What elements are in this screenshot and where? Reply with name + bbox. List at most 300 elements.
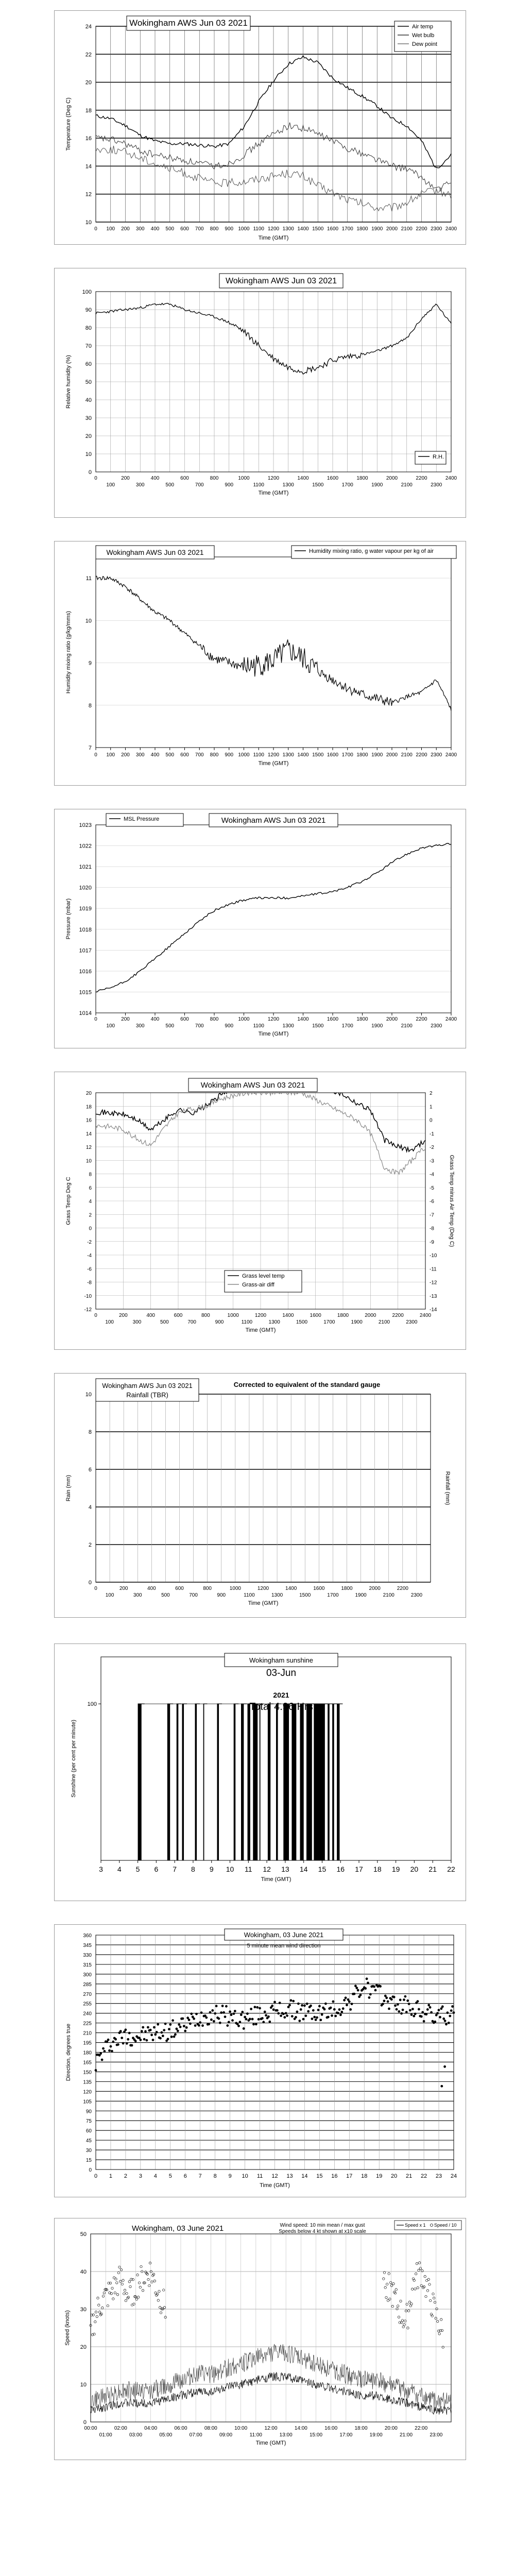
direction-point <box>220 2011 222 2014</box>
x-tick-label: 1500 <box>312 752 324 758</box>
low-speed-point <box>437 2320 439 2323</box>
y-tick-label: 360 <box>83 1933 92 1939</box>
x-tick-label: 1100 <box>253 482 265 488</box>
direction-point <box>368 1996 371 1999</box>
x-tick-label: 700 <box>195 752 204 758</box>
x-tick-label: 400 <box>150 226 160 232</box>
direction-point <box>440 2085 443 2088</box>
direction-point <box>208 2023 210 2026</box>
y-tick-label: 30 <box>80 2307 87 2313</box>
x-tick-label: 1400 <box>282 1313 294 1318</box>
x-tick-label: 1600 <box>310 1313 321 1318</box>
x-tick-label: 5 <box>168 2173 172 2179</box>
sunshine-bar <box>167 1704 170 1860</box>
low-speed-point <box>98 2304 100 2306</box>
x-tick-label: 20:00 <box>384 2426 398 2431</box>
x-tick-label: 7 <box>198 2173 202 2179</box>
x-tick-label: 1100 <box>241 1319 253 1325</box>
x-tick-label: 2100 <box>401 752 413 758</box>
direction-point <box>420 2015 423 2018</box>
direction-point <box>167 2038 169 2040</box>
x-tick-label: 21 <box>428 1865 437 1873</box>
y-tick-label: 0 <box>88 1580 92 1586</box>
y-right-tick-label: -2 <box>430 1145 434 1150</box>
direction-point <box>252 2023 255 2026</box>
x-tick-label: 1600 <box>327 1016 339 1022</box>
direction-point <box>388 2008 390 2010</box>
rainfall-chart <box>54 1373 466 1618</box>
direction-point <box>441 2005 444 2008</box>
x-tick-label: 2000 <box>369 1586 381 1591</box>
direction-point <box>295 2016 297 2019</box>
y-tick-label: -2 <box>87 1239 92 1245</box>
direction-point <box>112 2041 114 2043</box>
low-speed-point <box>401 2319 403 2321</box>
direction-point <box>226 2024 229 2027</box>
y-tick-label: 180 <box>83 2050 92 2056</box>
y-tick-label: 1022 <box>79 843 92 850</box>
x-tick-label: 1 <box>109 2173 113 2179</box>
low-speed-point <box>408 2310 410 2312</box>
x-tick-label: 2200 <box>416 226 427 232</box>
mixing-ratio-svg <box>55 541 466 785</box>
direction-point <box>240 2013 243 2016</box>
direction-point <box>237 2025 240 2027</box>
date-label: 03-Jun <box>266 1668 297 1679</box>
x-tick-label: 2200 <box>416 752 427 758</box>
x-tick-label: 20 <box>391 2173 398 2179</box>
x-tick-label: 1200 <box>267 226 280 232</box>
low-speed-point <box>440 2318 442 2320</box>
x-tick-label: 12 <box>263 1865 271 1873</box>
direction-point <box>418 2008 420 2011</box>
legend-label: Grass-air diff <box>242 1282 274 1288</box>
x-axis-label: Time (GMT) <box>258 235 289 241</box>
y-tick-label: 12 <box>85 191 92 198</box>
direction-point <box>425 2013 428 2015</box>
direction-point <box>448 2022 450 2024</box>
y-tick-label: 2 <box>89 1212 92 1218</box>
sunshine-bar <box>241 1704 244 1860</box>
low-speed-point <box>97 2297 99 2299</box>
x-tick-label: 700 <box>195 226 204 232</box>
direction-point <box>156 2031 158 2033</box>
low-speed-point <box>416 2263 418 2265</box>
wind-direction-svg <box>55 1925 466 2197</box>
direction-point <box>233 2012 235 2015</box>
direction-point <box>438 2009 440 2011</box>
x-tick-label: 1600 <box>327 476 339 481</box>
sunshine-bar <box>291 1704 296 1860</box>
x-tick-label: 11 <box>256 2173 263 2179</box>
x-axis-label: Time (GMT) <box>245 1327 276 1333</box>
sunshine-bar <box>234 1704 236 1860</box>
direction-point <box>122 2042 125 2045</box>
x-tick-label: 4 <box>117 1865 122 1873</box>
sunshine-bar <box>248 1704 250 1860</box>
y-tick-label: 330 <box>83 1952 92 1958</box>
x-tick-label: 1300 <box>271 1592 283 1598</box>
low-speed-point <box>139 2286 141 2288</box>
direction-point <box>311 2018 314 2020</box>
direction-point <box>230 2013 233 2016</box>
wind-speed-svg <box>55 2218 466 2460</box>
x-tick-label: 04:00 <box>144 2426 158 2431</box>
direction-point <box>304 2014 307 2017</box>
low-speed-point <box>395 2289 397 2291</box>
direction-point <box>254 2006 256 2008</box>
direction-point <box>154 2033 157 2036</box>
x-tick-label: 23 <box>435 2173 442 2179</box>
y-tick-label: 8 <box>88 1429 92 1435</box>
y-right-tick-label: -1 <box>430 1131 434 1137</box>
direction-point <box>128 2032 131 2035</box>
direction-point <box>149 2029 152 2031</box>
direction-point <box>243 2027 245 2030</box>
x-tick-label: 0 <box>94 1586 97 1591</box>
legend-label: Humidity mixing ratio, g water vapour per kg of air <box>309 548 434 554</box>
low-speed-point <box>118 2266 121 2268</box>
y-tick-label: 270 <box>83 1991 92 1997</box>
wind-direction-chart <box>54 1924 466 2197</box>
x-tick-label: 500 <box>161 1592 170 1598</box>
direction-point <box>157 2023 159 2026</box>
direction-point <box>150 2033 153 2036</box>
x-tick-label: 1000 <box>238 476 250 481</box>
x-tick-label: 8 <box>191 1865 195 1873</box>
direction-point <box>168 2028 170 2030</box>
direction-point <box>312 2009 315 2012</box>
low-speed-point <box>433 2297 435 2299</box>
y-tick-label: 345 <box>83 1942 92 1948</box>
direction-point <box>170 2036 173 2038</box>
x-tick-label: 12 <box>271 2173 278 2179</box>
x-tick-label: 1700 <box>341 1023 353 1029</box>
direction-point <box>450 2009 453 2012</box>
direction-point <box>102 2047 105 2050</box>
direction-point <box>161 2031 163 2034</box>
x-tick-label: 600 <box>180 1016 189 1022</box>
x-tick-label: 2200 <box>416 1016 427 1022</box>
direction-point <box>423 2020 425 2023</box>
low-speed-point <box>149 2262 151 2264</box>
low-speed-point <box>119 2280 122 2282</box>
x-tick-label: 200 <box>121 476 130 481</box>
direction-point <box>333 2008 336 2011</box>
low-speed-point <box>153 2280 156 2282</box>
y-tick-label: 12 <box>85 1145 92 1150</box>
x-tick-label: 1800 <box>356 1016 368 1022</box>
air-temperature-chart <box>54 10 466 245</box>
direction-point <box>164 2023 167 2025</box>
direction-point <box>453 2011 455 2014</box>
chart-note: Speeds below 4 kt shown at x10 scale <box>279 2229 366 2234</box>
x-tick-label: 500 <box>165 482 175 488</box>
sunshine-bar <box>276 1704 278 1860</box>
direction-point <box>397 2003 399 2006</box>
x-tick-label: 21 <box>406 2173 413 2179</box>
chart-subtitle: 5 minute mean wind direction <box>247 1943 321 1949</box>
low-speed-point <box>386 2283 388 2285</box>
direction-point <box>367 1981 369 1984</box>
y-axis-label: Relative humidity (%) <box>65 355 72 409</box>
x-tick-label: 2200 <box>416 476 427 481</box>
x-tick-label: 700 <box>187 1319 197 1325</box>
chart-title: Wokingham sunshine <box>249 1656 314 1664</box>
x-tick-label: 9 <box>228 2173 232 2179</box>
x-tick-label: 09:00 <box>219 2432 233 2438</box>
x-tick-label: 200 <box>121 226 130 232</box>
x-tick-label: 0 <box>94 752 97 758</box>
x-tick-label: 2100 <box>378 1319 390 1325</box>
x-tick-label: 16 <box>336 1865 345 1873</box>
direction-point <box>439 2016 441 2019</box>
x-tick-label: 200 <box>118 1313 128 1318</box>
y-axis-label: Pressure (mbar) <box>65 898 72 940</box>
low-speed-point <box>414 2288 416 2290</box>
y-tick-label: 60 <box>85 361 92 367</box>
y-tick-label: 10 <box>85 618 92 624</box>
x-tick-label: 01:00 <box>99 2432 112 2438</box>
low-speed-point <box>384 2286 386 2289</box>
y-tick-label: 195 <box>83 2040 92 2046</box>
direction-point <box>292 2000 295 2003</box>
sunshine-bar <box>283 1704 289 1860</box>
direction-point <box>400 2012 403 2015</box>
direction-point <box>185 2026 188 2029</box>
direction-point <box>288 2004 291 2007</box>
low-speed-point <box>158 2290 160 2292</box>
direction-point <box>189 2023 192 2025</box>
x-tick-label: 1700 <box>341 752 353 758</box>
grass-temperature-chart <box>54 1072 466 1350</box>
direction-point <box>403 1998 405 2001</box>
direction-point <box>315 2019 317 2021</box>
y-tick-label: 70 <box>85 343 92 349</box>
low-speed-point <box>163 2307 165 2309</box>
direction-point <box>444 2020 447 2022</box>
low-speed-point <box>96 2315 98 2317</box>
x-tick-label: 03:00 <box>129 2432 143 2438</box>
direction-point <box>101 2059 104 2061</box>
direction-point <box>200 2011 203 2014</box>
x-tick-label: 07:00 <box>189 2432 202 2438</box>
low-speed-point <box>117 2272 119 2274</box>
y-right-tick-label: -13 <box>430 1293 437 1299</box>
low-speed-point <box>112 2298 114 2300</box>
direction-point <box>327 2016 330 2019</box>
y-tick-label: 90 <box>85 307 92 313</box>
y-axis-label: Speed (knots) <box>64 2310 71 2346</box>
x-tick-label: 13 <box>286 2173 293 2179</box>
y-right-tick-label: -4 <box>430 1172 434 1178</box>
direction-point <box>194 2024 197 2027</box>
y-tick-label: 4 <box>88 1504 92 1511</box>
low-speed-point <box>126 2292 128 2294</box>
direction-point <box>173 2036 176 2038</box>
chart-subtitle: Wind speed: 10 min mean / max gust <box>280 2223 365 2228</box>
x-tick-label: 2100 <box>383 1592 394 1598</box>
x-tick-label: 700 <box>189 1592 198 1598</box>
x-tick-label: 5 <box>135 1865 140 1873</box>
y-tick-label: 11 <box>85 575 92 582</box>
low-speed-point <box>120 2269 122 2271</box>
low-speed-point <box>383 2278 385 2280</box>
low-speed-point <box>425 2295 427 2297</box>
x-tick-label: 8 <box>213 2173 217 2179</box>
direction-point <box>277 2012 280 2015</box>
chart-title: Wokingham AWS Jun 03 2021 <box>221 816 326 825</box>
x-tick-label: 1100 <box>253 226 265 232</box>
x-tick-label: 1500 <box>299 1592 311 1598</box>
direction-point <box>369 1993 372 1996</box>
x-tick-label: 300 <box>135 226 145 232</box>
x-tick-label: 1400 <box>297 1016 309 1022</box>
direction-point <box>393 1996 396 1998</box>
direction-point <box>390 1998 393 2001</box>
direction-point <box>404 1995 407 1998</box>
x-tick-label: 200 <box>121 1016 130 1022</box>
y-tick-label: 45 <box>85 2138 92 2144</box>
x-tick-label: 100 <box>106 482 115 488</box>
low-speed-point <box>432 2293 434 2295</box>
x-tick-label: 2300 <box>406 1319 418 1325</box>
low-speed-point <box>128 2281 130 2283</box>
y-tick-label: 80 <box>85 325 92 331</box>
direction-point <box>262 2021 265 2023</box>
direction-point <box>125 2028 127 2031</box>
direction-point <box>131 2044 133 2047</box>
x-tick-label: 2100 <box>401 226 413 232</box>
direction-point <box>406 1999 409 2002</box>
sunshine-chart <box>54 1643 466 1901</box>
x-tick-label: 22 <box>447 1865 455 1873</box>
x-tick-label: 1900 <box>371 752 383 758</box>
x-tick-label: 500 <box>160 1319 169 1325</box>
low-speed-point <box>436 2308 438 2310</box>
direction-point <box>246 2012 249 2015</box>
x-tick-label: 15 <box>318 1865 327 1873</box>
total-label: Total 4.96 Hrs <box>249 1701 313 1713</box>
direction-point <box>218 2018 220 2020</box>
low-speed-point <box>95 2311 97 2313</box>
y-tick-label: 300 <box>83 1972 92 1978</box>
x-tick-label: 1300 <box>282 1023 294 1029</box>
y-tick-label: 8 <box>88 702 92 709</box>
direction-point <box>249 2018 251 2021</box>
direction-point <box>121 2037 123 2039</box>
low-speed-point <box>383 2272 385 2274</box>
chart-title: Wokingham AWS Jun 03 2021 <box>200 1081 305 1090</box>
direction-point <box>317 2009 320 2011</box>
direction-point <box>409 2009 411 2012</box>
x-tick-label: 17 <box>346 2173 353 2179</box>
legend-label: Speed / 10 <box>434 2223 457 2228</box>
y-tick-label: -10 <box>84 1293 92 1299</box>
x-tick-label: 600 <box>180 752 189 758</box>
x-tick-label: 900 <box>225 226 234 232</box>
x-tick-label: 18 <box>373 1865 382 1873</box>
x-tick-label: 800 <box>210 1016 219 1022</box>
low-speed-point <box>138 2296 140 2298</box>
direction-point <box>211 2009 214 2012</box>
grass-temp-svg <box>55 1072 466 1349</box>
direction-point <box>258 2018 260 2021</box>
direction-point <box>117 2043 119 2046</box>
x-tick-label: 2300 <box>431 752 442 758</box>
y-tick-label: -4 <box>87 1253 92 1259</box>
x-tick-label: 1000 <box>238 1016 250 1022</box>
direction-point <box>402 2009 404 2011</box>
legend-label: Speed x 1 <box>405 2223 426 2228</box>
y-tick-label: 40 <box>85 397 92 403</box>
x-tick-label: 600 <box>175 1586 184 1591</box>
direction-point <box>351 2003 353 2005</box>
x-tick-label: 1900 <box>355 1592 367 1598</box>
direction-point <box>447 2011 449 2014</box>
direction-point <box>107 2039 110 2041</box>
low-speed-point <box>418 2269 420 2271</box>
direction-point <box>306 2003 308 2005</box>
direction-point <box>399 1998 402 2001</box>
x-tick-label: 1500 <box>312 1023 324 1029</box>
direction-point <box>359 1994 362 1996</box>
low-speed-point <box>163 2289 165 2291</box>
low-speed-point <box>427 2278 430 2280</box>
low-speed-point <box>151 2281 153 2283</box>
y-tick-label: 2 <box>88 1542 92 1548</box>
x-tick-label: 2100 <box>401 482 413 488</box>
direction-point <box>215 2005 218 2007</box>
x-tick-label: 4 <box>153 2173 157 2179</box>
y-tick-label: 1017 <box>79 947 92 954</box>
y-tick-label: 75 <box>85 2119 92 2125</box>
low-speed-point <box>392 2283 394 2285</box>
direction-point <box>188 2019 191 2021</box>
direction-point <box>283 2016 286 2019</box>
direction-point <box>310 2005 312 2007</box>
direction-point <box>405 2011 408 2013</box>
x-tick-label: 3 <box>99 1865 103 1873</box>
mixing-ratio-chart <box>54 541 466 786</box>
low-speed-point <box>129 2285 131 2287</box>
x-tick-label: 19:00 <box>369 2432 383 2438</box>
y-tick-label: 150 <box>83 2070 92 2076</box>
direction-point <box>279 2002 281 2004</box>
x-tick-label: 1800 <box>356 476 368 481</box>
plot-area <box>96 557 451 748</box>
x-tick-label: 400 <box>146 1313 156 1318</box>
low-speed-point <box>136 2274 139 2276</box>
x-tick-label: 1000 <box>227 1313 239 1318</box>
direction-point <box>146 2039 148 2042</box>
y-right-tick-label: -6 <box>430 1199 434 1205</box>
y-tick-label: 100 <box>82 289 92 295</box>
y-tick-label: 50 <box>80 2231 87 2238</box>
y-tick-label: -12 <box>84 1307 92 1313</box>
direction-point <box>374 1989 377 1992</box>
direction-point <box>178 2023 180 2026</box>
direction-point <box>443 2065 446 2068</box>
x-tick-label: 19 <box>391 1865 400 1873</box>
direction-point <box>421 2011 424 2013</box>
plot-area <box>96 825 451 1013</box>
x-tick-label: 12:00 <box>264 2426 278 2431</box>
x-tick-label: 2300 <box>431 1023 442 1029</box>
direction-point <box>282 2013 285 2015</box>
direction-point <box>379 1985 382 1988</box>
x-tick-label: 20 <box>410 1865 419 1873</box>
